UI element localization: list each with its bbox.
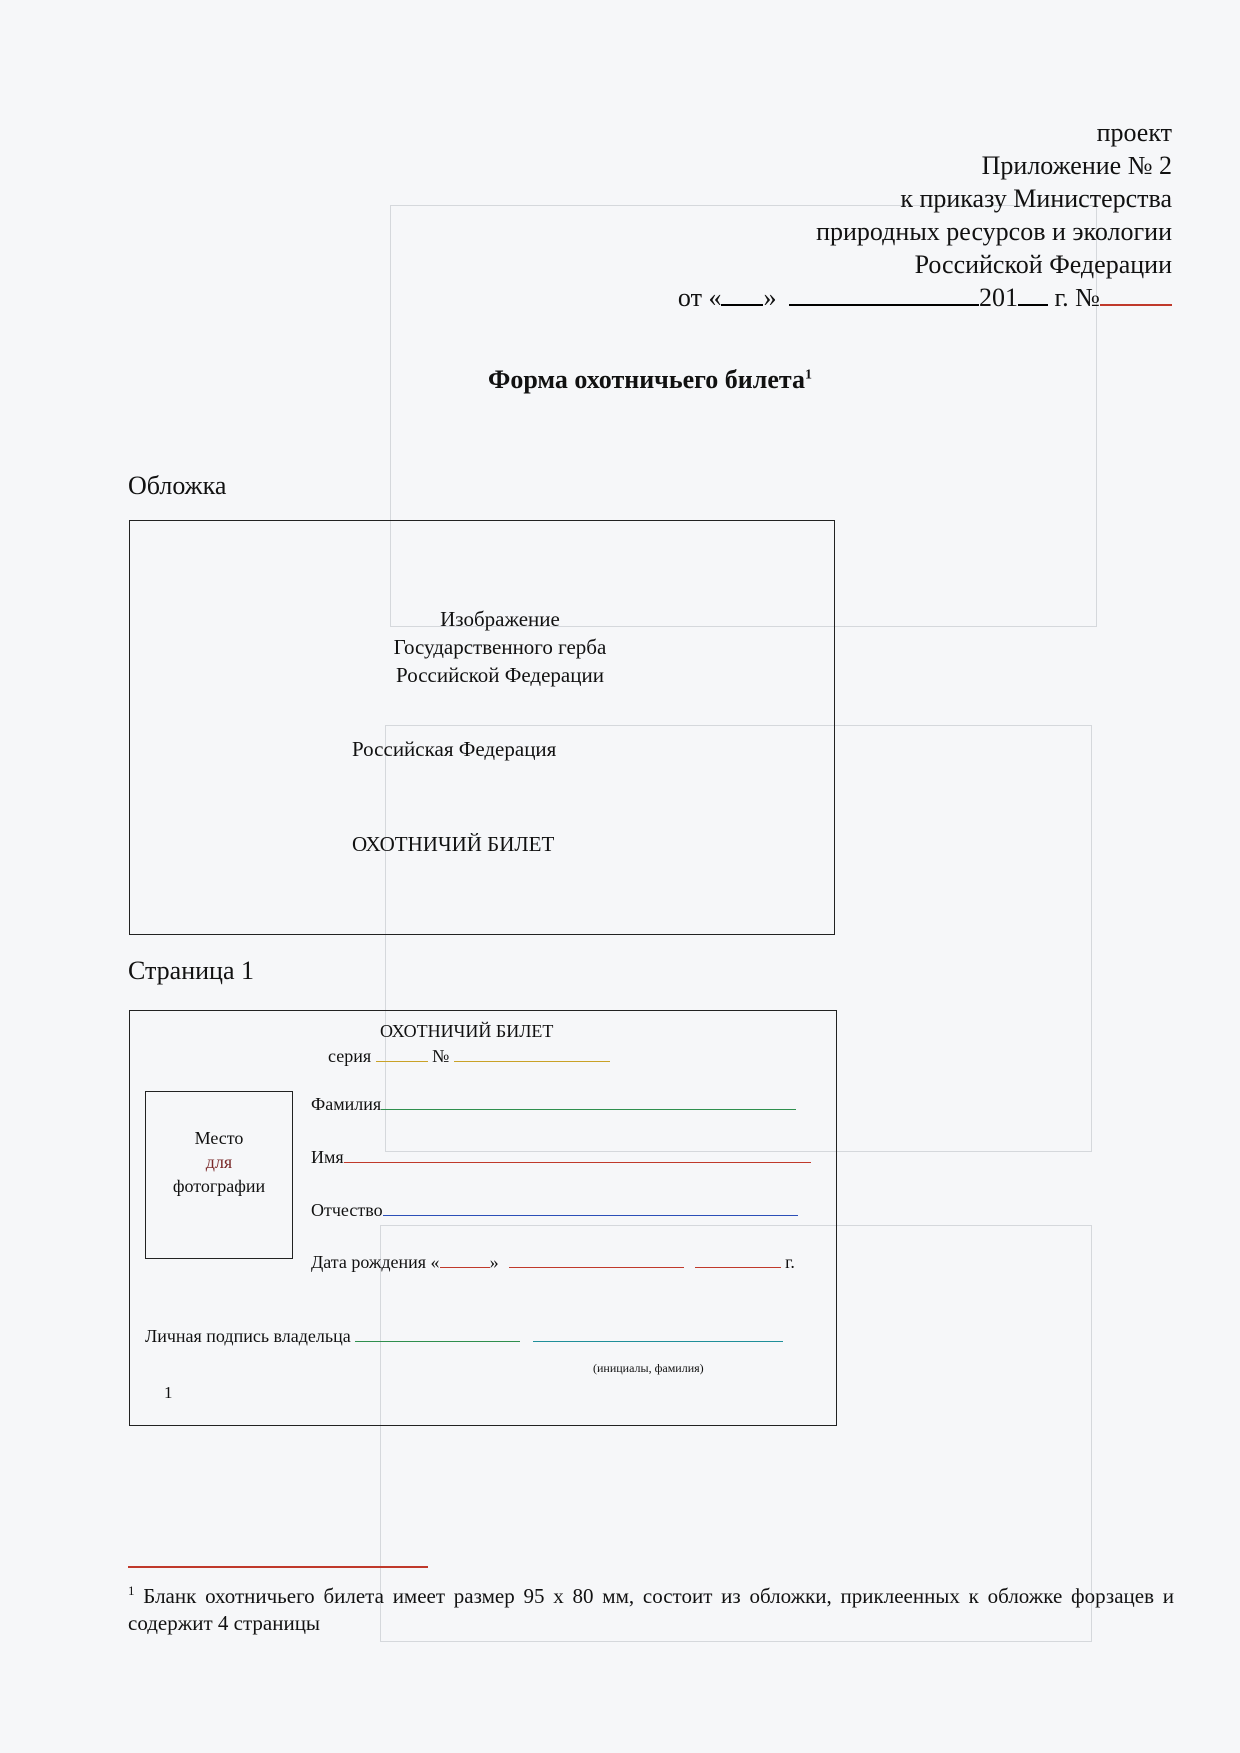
birth-quote-close: »: [489, 1252, 499, 1272]
order-number-label: г. №: [1054, 283, 1100, 312]
birth-month-field[interactable]: [509, 1251, 684, 1268]
cover-section-label: Обложка: [128, 471, 227, 500]
page1-box: [129, 1010, 837, 1426]
series-row: [328, 1045, 610, 1067]
cover-country: Российская Федерация: [352, 737, 557, 761]
photo-placeholder: [145, 1091, 293, 1259]
date-prefix: от «: [677, 283, 722, 312]
header-block: [678, 116, 1172, 314]
birth-year-suffix: г.: [785, 1252, 795, 1272]
date-month-blank[interactable]: [789, 282, 979, 306]
photo-line-3: фотографии: [172, 1176, 266, 1196]
date-quote-close: »: [763, 283, 777, 312]
photo-line-1: Место: [194, 1128, 244, 1148]
emblem-line-3: Российской Федерации: [396, 663, 604, 687]
patronymic-label: Отчество: [311, 1200, 383, 1220]
footnote: [128, 1577, 1174, 1637]
page-title-text: Форма охотничьего билета: [488, 365, 805, 394]
birthdate-row: [311, 1251, 795, 1273]
page-title: [0, 365, 1240, 395]
cover-box: [129, 520, 835, 935]
header-appendix-label: Приложение № 2: [981, 151, 1172, 180]
date-year-prefix: 201: [978, 283, 1018, 312]
title-footnote-mark: 1: [805, 367, 812, 383]
signature-row: [145, 1325, 783, 1347]
footnote-mark: 1: [128, 1583, 135, 1598]
page1-section-label: Страница 1: [128, 956, 255, 985]
initials-field[interactable]: [533, 1325, 783, 1342]
date-year-blank[interactable]: [1018, 282, 1048, 306]
name-row: [311, 1146, 811, 1168]
birth-day-field[interactable]: [440, 1251, 490, 1268]
date-day-blank[interactable]: [721, 282, 763, 306]
header-draft-label: проект: [1096, 118, 1172, 147]
surname-row: [311, 1093, 796, 1115]
birthdate-label: Дата рождения «: [311, 1252, 440, 1272]
signature-field[interactable]: [355, 1325, 520, 1342]
patronymic-row: [311, 1199, 798, 1221]
surname-label: Фамилия: [311, 1094, 382, 1114]
header-ministry-line: природных ресурсов и экологии: [816, 217, 1172, 246]
photo-line-2: для: [205, 1152, 233, 1172]
footnote-divider: [128, 1566, 428, 1568]
emblem-line-1: Изображение: [440, 607, 560, 631]
header-order-line: к приказу Министерства: [900, 184, 1172, 213]
initials-hint: (инициалы, фамилия): [593, 1361, 704, 1375]
signature-label: Личная подпись владельца: [145, 1326, 351, 1346]
order-number-blank[interactable]: [1100, 282, 1172, 306]
footnote-text: Бланк охотничьего билета имеет размер 95 х 80 мм, состоит из обложки, приклеенных к обложке форзацев и содержит 4 страницы: [128, 1584, 1175, 1635]
emblem-line-2: Государственного герба: [393, 635, 607, 659]
patronymic-field[interactable]: [383, 1199, 798, 1216]
name-field[interactable]: [344, 1146, 811, 1163]
number-field[interactable]: [454, 1045, 610, 1062]
series-field[interactable]: [376, 1045, 428, 1062]
name-label: Имя: [311, 1147, 344, 1167]
header-date-line: [678, 281, 1172, 314]
page1-heading: ОХОТНИЧИЙ БИЛЕТ: [380, 1021, 554, 1041]
series-label: серия: [328, 1046, 372, 1066]
page-number: 1: [164, 1383, 173, 1402]
number-label: №: [432, 1046, 450, 1066]
cover-doc-name: ОХОТНИЧИЙ БИЛЕТ: [352, 832, 555, 856]
header-country-line: Российской Федерации: [914, 250, 1172, 279]
emblem-placeholder: [350, 605, 650, 689]
surname-field[interactable]: [381, 1093, 796, 1110]
birth-year-field[interactable]: [695, 1251, 781, 1268]
